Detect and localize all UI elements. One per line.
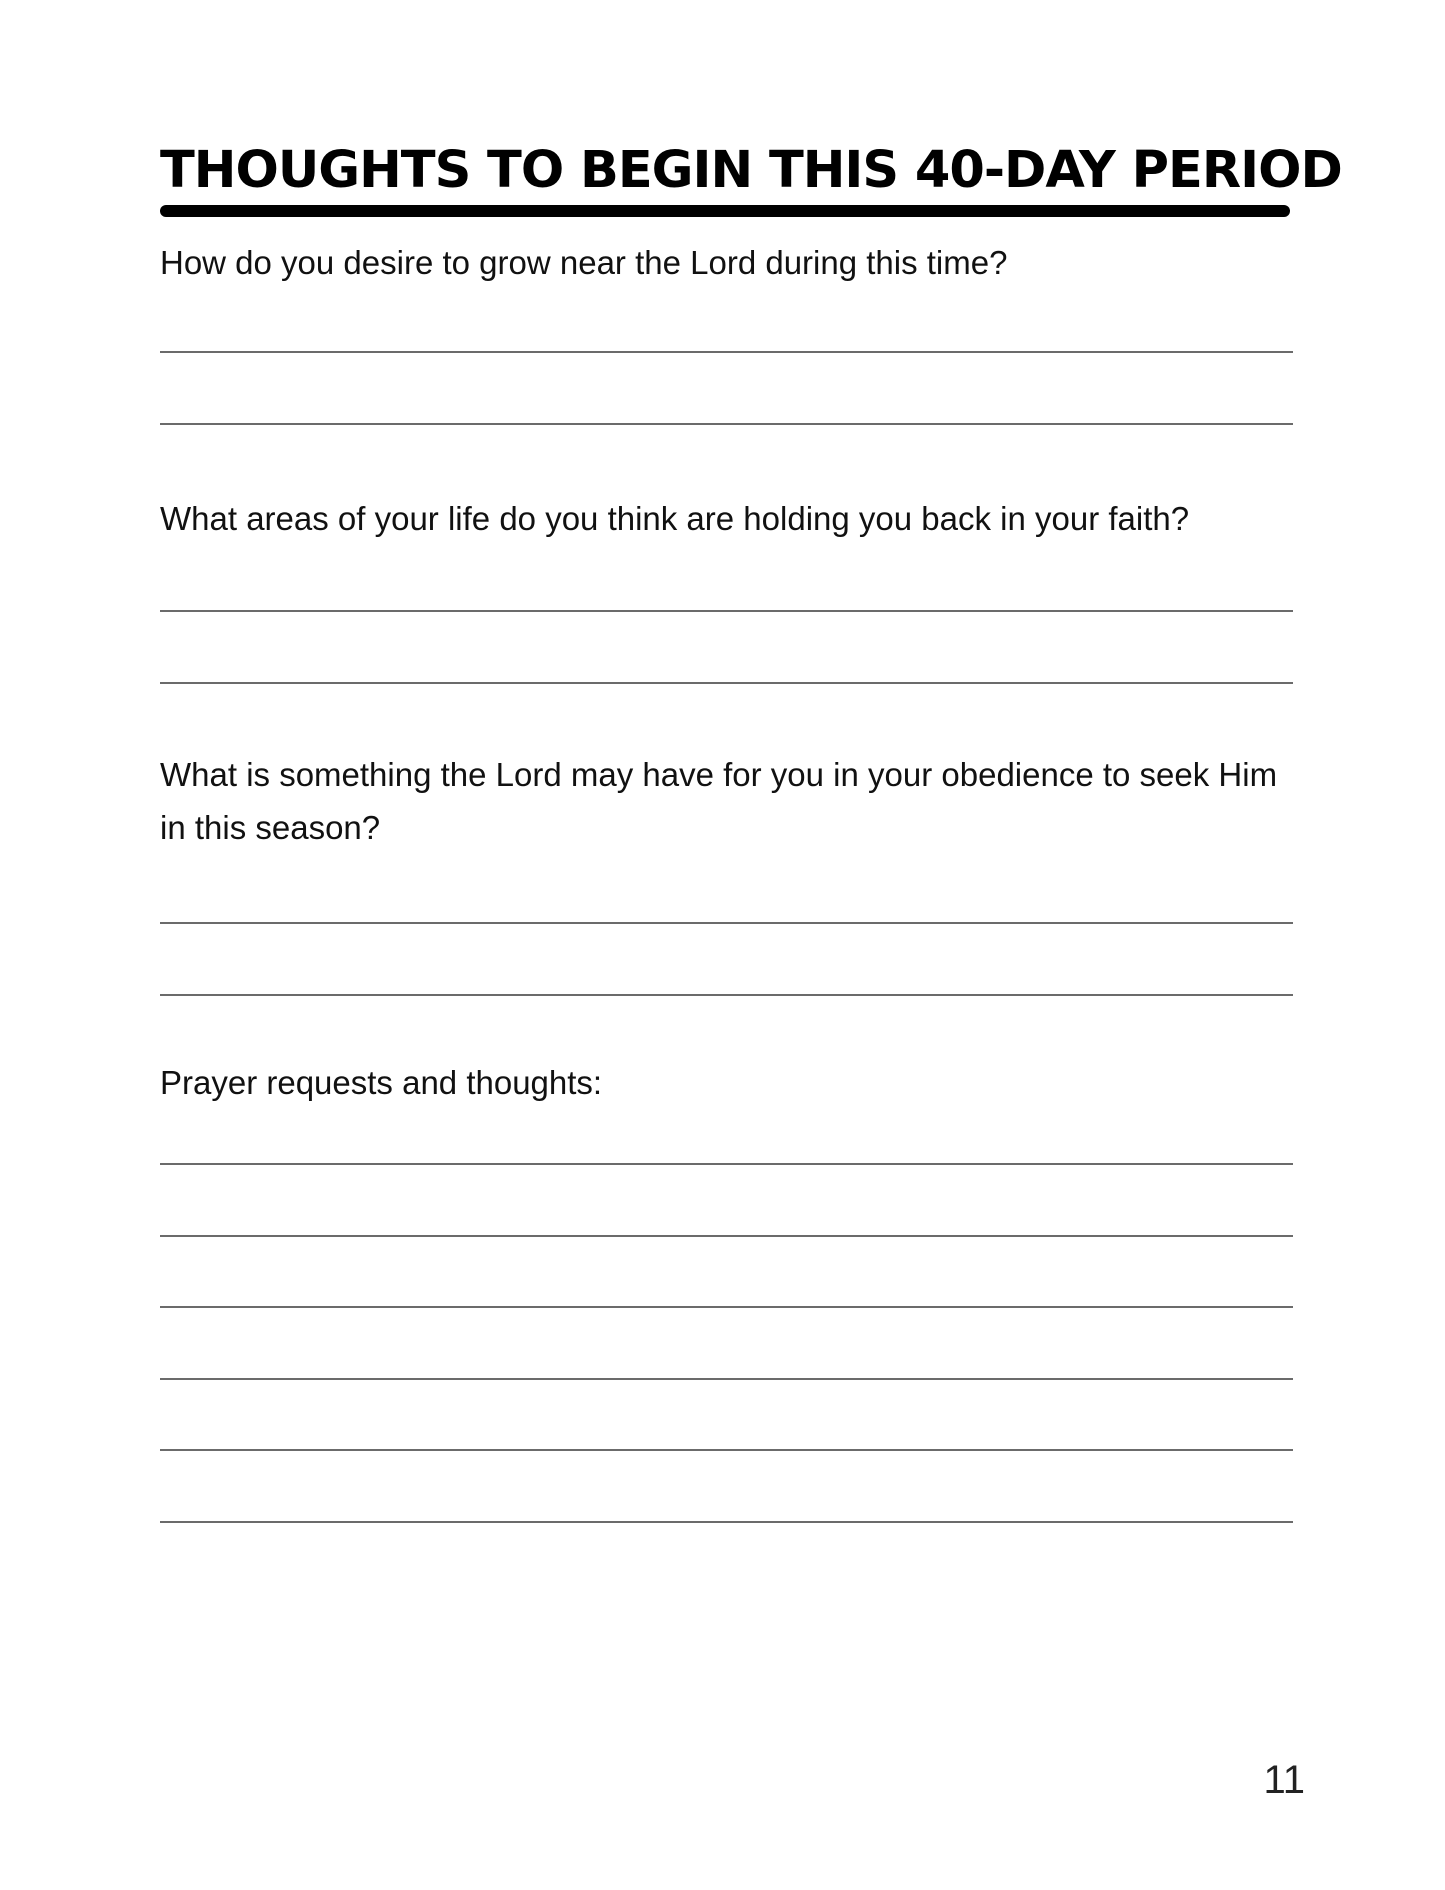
question-4-text: Prayer requests and thoughts: — [160, 1064, 603, 1101]
question-1-text: How do you desire to grow near the Lord during this time? — [160, 244, 1008, 281]
answer-line-q3-1[interactable] — [160, 922, 1293, 924]
answer-line-q1-2[interactable] — [160, 423, 1293, 425]
answer-line-q2-1[interactable] — [160, 610, 1293, 612]
answer-line-q2-2[interactable] — [160, 682, 1293, 684]
answer-line-q4-4[interactable] — [160, 1378, 1293, 1380]
page-title: THOUGHTS TO BEGIN THIS 40-DAY PERIOD — [160, 141, 1342, 200]
answer-line-q4-5[interactable] — [160, 1449, 1293, 1451]
question-2-text: What areas of your life do you think are holding you back in your faith? — [160, 500, 1190, 537]
question-3-text: What is something the Lord may have for you in your obedience to seek Him in this season? — [160, 756, 1278, 846]
answer-line-q4-6[interactable] — [160, 1521, 1293, 1523]
page-number: 11 — [1263, 1758, 1305, 1802]
title-underline — [160, 205, 1290, 217]
answer-line-q3-2[interactable] — [160, 994, 1293, 996]
answer-line-q1-1[interactable] — [160, 351, 1293, 353]
answer-line-q4-1[interactable] — [160, 1163, 1293, 1165]
answer-line-q4-3[interactable] — [160, 1306, 1293, 1308]
answer-line-q4-2[interactable] — [160, 1235, 1293, 1237]
